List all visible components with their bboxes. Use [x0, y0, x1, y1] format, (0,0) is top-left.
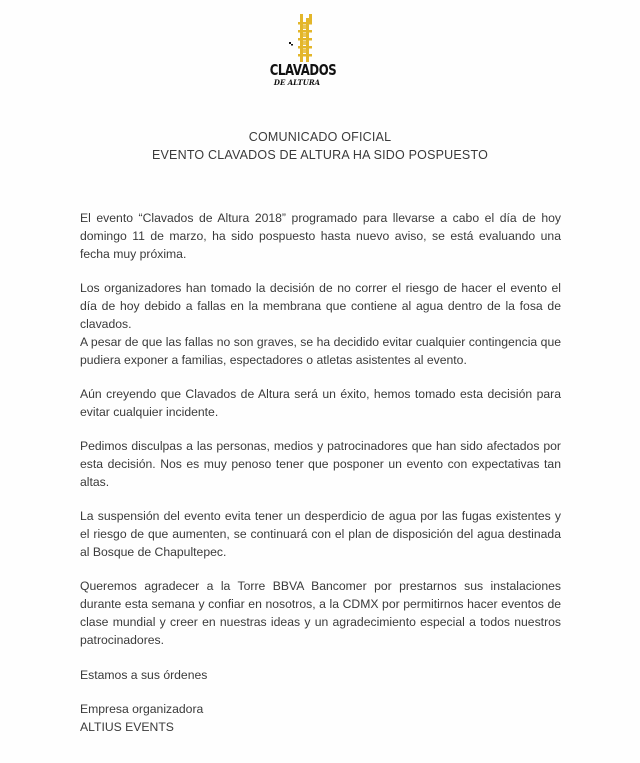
- paragraph-2: Los organizadores han tomado la decisión de no correr el riesgo de hacer el evento el día de hoy debido a fallas en la membrana que contiene al agua dentro de la fosa de clavados.: [80, 281, 561, 331]
- diving-tower-icon: [262, 12, 332, 64]
- document-body: [80, 209, 561, 649]
- paragraph-1: El evento “Clavados de Altura 2018” programado para llevarse a cabo el día de hoy domingo 11 de marzo, ha sido pospuesto hasta nuevo aviso, se está evaluando una fecha muy próxima.: [80, 211, 561, 261]
- closing-greeting: Estamos a sus órdenes: [80, 668, 208, 682]
- paragraph-7: Queremos agradecer a la Torre BBVA Bancomer por prestarnos sus instalaciones durante esta semana y confiar en nosotros, a la CDMX por permitirnos hacer eventos de clase mundial y creer en nuestras ideas y un agradecimiento especial a todos nuestros patrocinadores.: [80, 579, 561, 647]
- logo-title: CLAVADOS: [269, 61, 337, 79]
- paragraph-6: La suspensión del evento evita tener un desperdicio de agua por las fugas existentes y el riesgo de que aumenten, se continuará con el plan de disposición del agua destinada al Bosque de Chapultepec.: [80, 509, 561, 559]
- paragraph-3: A pesar de que las fallas no son graves, se ha decidido evitar cualquier contingencia que pudiera exponer a familias, espectadores o atletas asistentes al evento.: [80, 335, 561, 367]
- logo-subtitle: DE ALTURA: [273, 78, 321, 87]
- document-header: [80, 128, 560, 164]
- header-title: COMUNICADO OFICIAL: [248, 130, 392, 144]
- closing-org-name: ALTIUS EVENTS: [80, 720, 174, 734]
- clavados-logo: [262, 12, 337, 96]
- closing-org-label: Empresa organizadora: [80, 702, 204, 716]
- paragraph-5: Pedimos disculpas a las personas, medios y patrocinadores que han sido afectados por esta decisión. Nos es muy penoso tener que posponer un evento con expectativas tan altas.: [80, 439, 561, 489]
- document-closing: [80, 666, 560, 736]
- header-subtitle: EVENTO CLAVADOS DE ALTURA HA SIDO POSPUESTO: [151, 148, 488, 162]
- paragraph-4: Aún creyendo que Clavados de Altura será un éxito, hemos tomado esta decisión para evitar cualquier incidente.: [80, 387, 561, 419]
